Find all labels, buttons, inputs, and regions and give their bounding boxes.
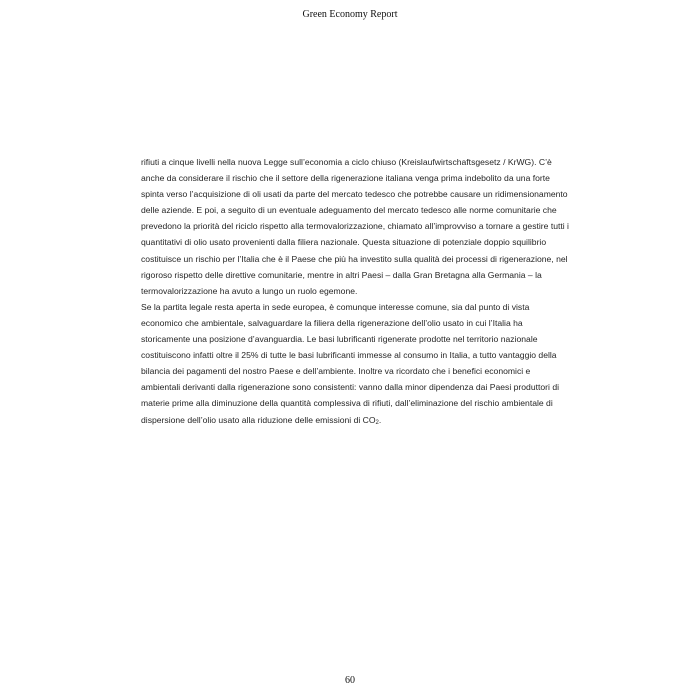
page-number-text: 60 xyxy=(345,675,355,686)
page-number xyxy=(0,675,700,686)
report-title: Green Economy Report xyxy=(302,9,398,20)
co2-subscript: 2 xyxy=(375,419,379,426)
paragraph-end: . xyxy=(378,414,382,425)
running-header xyxy=(0,9,700,20)
paragraph xyxy=(141,299,571,428)
paragraph-text: Se la partita legale resta aperta in sede europea, è comunque interesse comune, sia dal punto di vista economico che ambientale, salvaguardare la filiera della rigenerazione dell’olio usato in cui l’Italia ha storicamente una posizione d’avanguardia. Le basi lubrificanti rigenerate prodotte nel territorio nazionale costituiscono infatti oltre il 25% di tutte le basi lubrificanti immesse al consumo in Italia, a tutto vantaggio della bilancia dei pagamenti del nostro Paese e dell’ambiente. Inoltre va ricordato che i benefici economici e ambientali derivanti dalla rigenerazione sono consistenti: vanno dalla minor dipendenza dai Paesi produttori di materie prime alla diminuzione della quantità complessiva di rifiuti, dall’eliminazione del rischio ambientale di dispersione dell’olio usato alla riduzione delle emissioni di CO xyxy=(141,301,560,425)
body-text xyxy=(141,154,571,428)
paragraph: rifiuti a cinque livelli nella nuova Legge sull’economia a ciclo chiuso (Kreislaufwirtschaftsgesetz / KrWG). C’è anche da considerare il rischio che il settore della rigenerazione italiana venga prima indebolito da una forte spinta verso l’acquisizione di oli usati da parte del mercato tedesco che potrebbe causare un ridimensionamento delle aziende. E poi, a seguito di un eventuale adeguamento del mercato tedesco alle norme comunitarie che prevedono la priorità del riciclo rispetto alla termovalorizzazione, chiamato all’improvviso a tornare a gestire tutti i quantitativi di olio usato provenienti dalla filiera nazionale. Questa situazione di potenziale doppio squilibrio costituisce un rischio per l’Italia che è il Paese che più ha investito sulla qualità dei processi di rigenerazione, nel rigoroso rispetto delle direttive comunitarie, mentre in altri Paesi – dalla Gran Bretagna alla Germania – la termovalorizzazione ha avuto a lungo un ruolo egemone. xyxy=(141,157,569,296)
